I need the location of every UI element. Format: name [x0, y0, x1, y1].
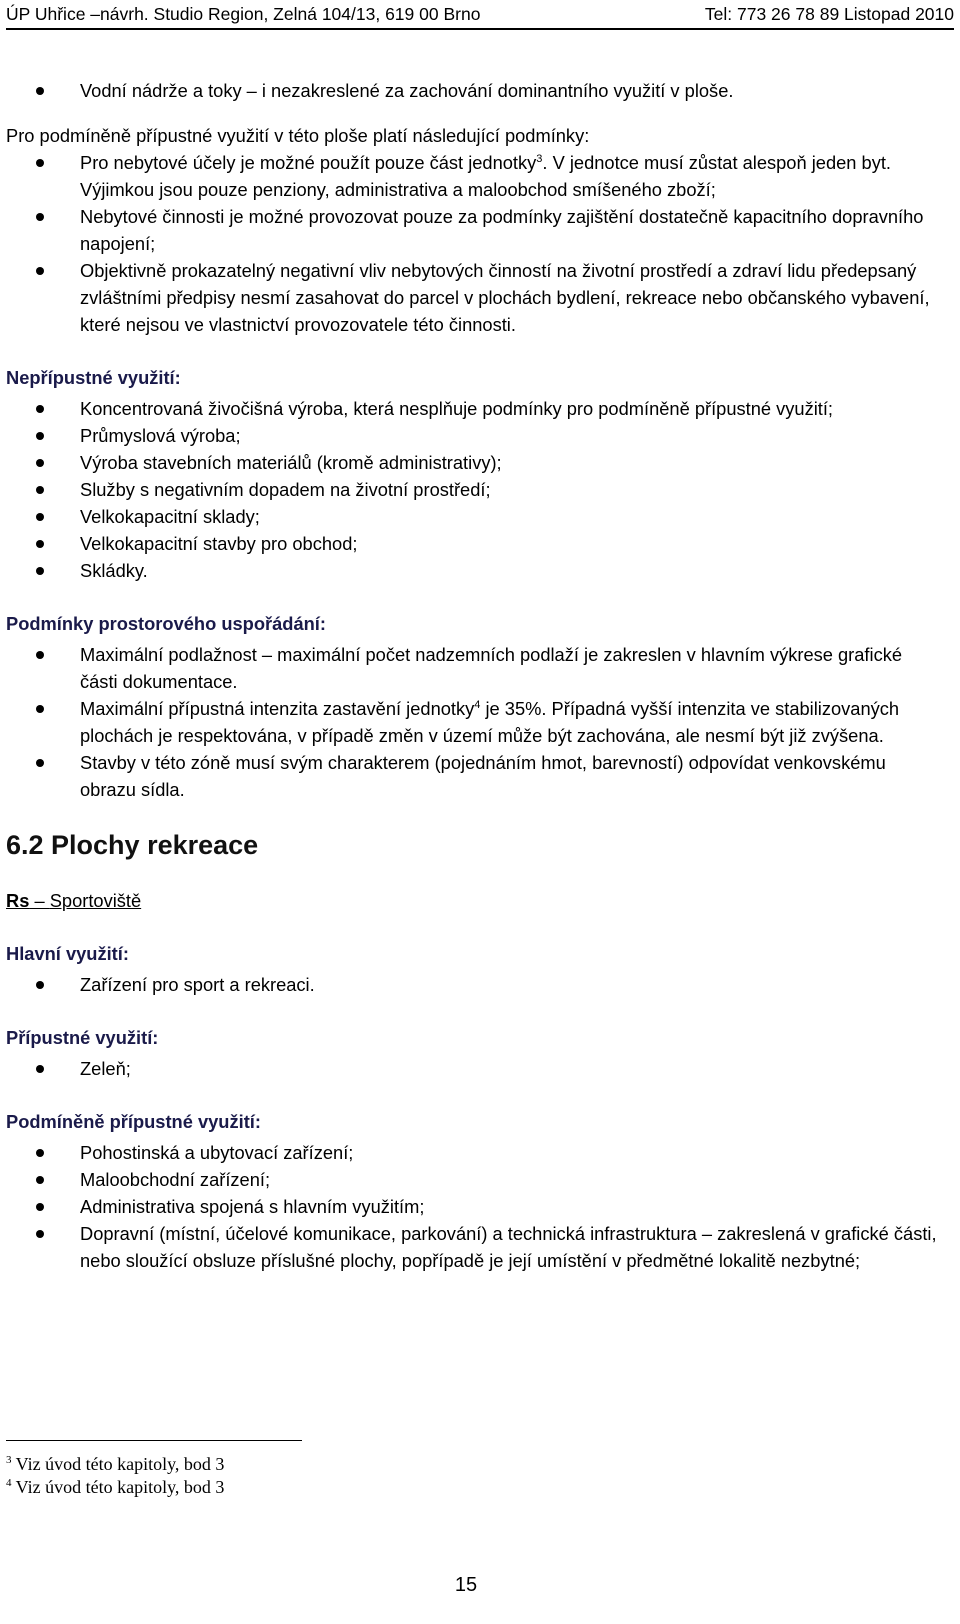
header-right-text: Tel: 773 26 78 89 Listopad 2010	[704, 4, 954, 24]
rs-code: Rs	[6, 890, 30, 911]
main-use-heading: Hlavní využití:	[6, 943, 129, 964]
footnote	[6, 1476, 224, 1499]
conditional-rs-heading: Podmíněně přípustné využití:	[6, 1111, 261, 1132]
list-item: Objektivně prokazatelný negativní vliv nebytových činností na životní prostředí a zdraví lidu předepsaný zvláštními předpisy nesmí zasahovat do parcel v plochách bydlení, rekreace nebo občanského vybavení, které nejsou ve vlastnictví provozovatele této činnosti.	[6, 257, 940, 338]
list-item: Maloobchodní zařízení;	[6, 1166, 940, 1193]
item-text: Pro nebytové účely je možné použít pouze část jednotky	[80, 152, 537, 173]
list-item: Stavby v této zóně musí svým charakterem (pojednáním hmot, barevností) odpovídat venkovskému obrazu sídla.	[6, 749, 940, 803]
list-item	[6, 695, 940, 749]
item-text: Maximální přípustná intenzita zastavění jednotky	[80, 698, 475, 719]
list-item: Zařízení pro sport a rekreaci.	[6, 971, 940, 998]
page-header	[6, 0, 954, 30]
spatial-list	[6, 641, 940, 803]
subsection-title	[6, 887, 940, 914]
footnote-number: 4	[6, 1477, 12, 1489]
prohibited-list	[6, 395, 940, 584]
prohibited-heading: Nepřípustné využití:	[6, 367, 181, 388]
permitted-heading: Přípustné využití:	[6, 1027, 159, 1048]
conditional-intro: Pro podmíněně přípustné využití v této ploše platí následující podmínky:	[6, 125, 590, 146]
footnote-text: Viz úvod této kapitoly, bod 3	[11, 1477, 225, 1497]
item-text: . V jednotce musí zůstat alespoň jeden byt. Výjimkou jsou pouze penziony, administrativa a maloobchod smíšeného zboží;	[80, 152, 891, 200]
section-title: 6.2 Plochy rekreace	[6, 830, 259, 860]
footnote-ref: 4	[474, 699, 481, 711]
list-item: Administrativa spojená s hlavním využitím;	[6, 1193, 940, 1220]
list-item: Vodní nádrže a toky – i nezakreslené za zachování dominantního využití v ploše.	[6, 77, 940, 104]
page-number	[0, 1574, 932, 1597]
list-item: Velkokapacitní stavby pro obchod;	[6, 530, 940, 557]
list-item: Dopravní (místní, účelové komunikace, parkování) a technická infrastruktura – zakreslená v grafické části, nebo sloužící obsluze příslušné plochy, popřípadě je její umístění v předmětné lokalitě nezbytné;	[6, 1220, 940, 1274]
list-item: Průmyslová výroba;	[6, 422, 940, 449]
list-item: Skládky.	[6, 557, 940, 584]
footnote-number: 3	[6, 1454, 12, 1466]
page-content	[6, 77, 940, 1274]
list-item: Nebytové činnosti je možné provozovat pouze za podmínky zajištění dostatečně kapacitního dopravního napojení;	[6, 203, 940, 257]
rs-dash: –	[29, 890, 50, 911]
footnote-ref: 3	[536, 153, 543, 165]
list-item	[6, 149, 940, 203]
page-number-text: 15	[454, 1574, 478, 1596]
item-text: je 35%. Případná vyšší intenzita ve stabilizovaných plochách je respektována, v případě změn v území může být zachována, ale nesmí být již zvýšena.	[80, 698, 900, 746]
spatial-heading: Podmínky prostorového uspořádání:	[6, 613, 326, 634]
list-item: Služby s negativním dopadem na životní prostředí;	[6, 476, 940, 503]
conditional-list	[6, 149, 940, 338]
main-use-list	[6, 971, 940, 998]
list-item: Pohostinská a ubytovací zařízení;	[6, 1139, 940, 1166]
list-item: Zeleň;	[6, 1055, 940, 1082]
rs-name: Sportoviště	[49, 890, 142, 911]
permitted-list	[6, 1055, 940, 1082]
header-left-text: ÚP Uhřice –návrh. Studio Region, Zelná 104/13, 619 00 Brno	[6, 4, 481, 24]
footnotes	[6, 1453, 224, 1499]
list-item: Výroba stavebních materiálů (kromě administrativy);	[6, 449, 940, 476]
footnote-text: Viz úvod této kapitoly, bod 3	[11, 1454, 225, 1474]
list-item: Maximální podlažnost – maximální počet nadzemních podlaží je zakreslen v hlavním výkrese grafické části dokumentace.	[6, 641, 940, 695]
footnote-separator	[6, 1440, 302, 1441]
list-item: Velkokapacitní sklady;	[6, 503, 940, 530]
intro-list	[6, 77, 940, 104]
list-item: Koncentrovaná živočišná výroba, která nesplňuje podmínky pro podmíněně přípustné využití;	[6, 395, 940, 422]
conditional-rs-list	[6, 1139, 940, 1274]
footnote	[6, 1453, 224, 1476]
